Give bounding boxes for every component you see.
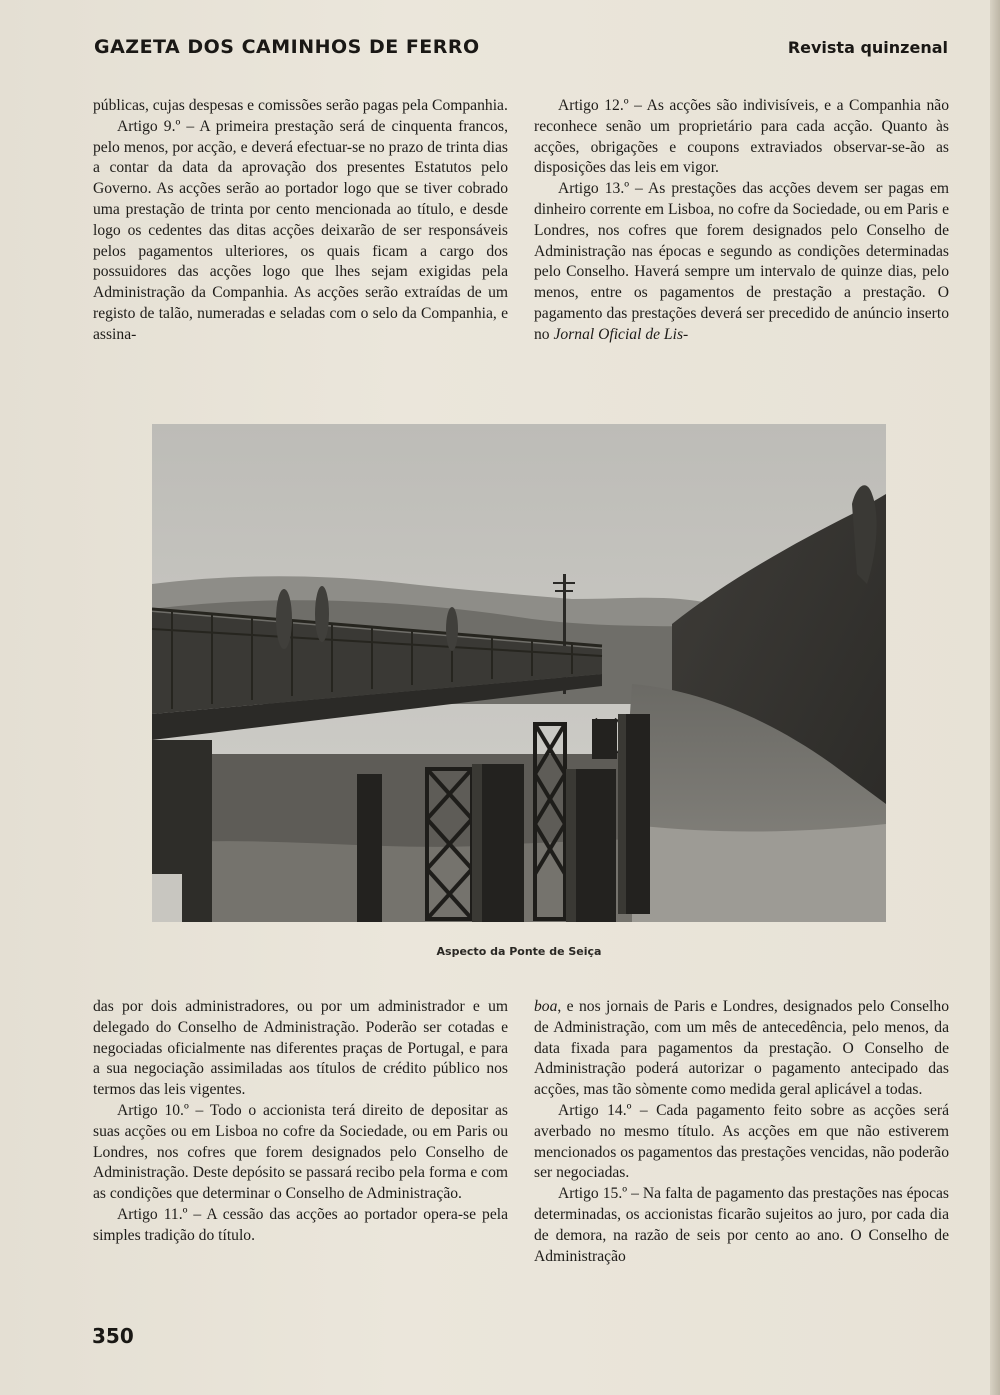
- paragraph-text: , e nos jornais de Paris e Londres, designados pelo Conselho de Administração, com um mês de antecedência, pelo menos, da data fixada para pagamentos da prestação. O Conselho de Administração poderá autorizar o pagamento antecipado das acções, mas tão sòmente como medida geral aplicável a todas.: [534, 998, 949, 1099]
- paragraph-artigo-13: [534, 179, 949, 345]
- bottom-left-column: [93, 997, 508, 1247]
- bridge-photo-icon: [152, 424, 886, 922]
- paragraph-artigo-9: Artigo 9.º – A primeira prestação será de cinquenta francos, pelo menos, por acção, e deverá efectuar-se no prazo de trinta dias a contar da data da aprovação dos presentes Estatutos pelo Governo. As acções serão ao portador logo que se tiver cobrado uma prestação de trinta por cento mencionada ao título, e desde logo os cedentes das ditas acções deixarão de ser responsáveis pelos pagamentos ulteriores, os quais ficam a cargo dos possuidores das acções logo que lhes sejam exigidas pela Administração da Companhia. As acções serão extraídas de um registo de talão, numeradas e seladas com o selo da Companhia, e assina-: [93, 117, 508, 343]
- paragraph: das por dois administradores, ou por um administrador e um delegado do Conselho de Administração. Poderão ser cotadas e negociadas oficialmente nas diferentes praças de Portugal, e para a sua negociação assimiladas aos títulos de crédito público nos termos das leis vigentes.: [93, 998, 508, 1099]
- paragraph-artigo-11: Artigo 11.º – A cessão das acções ao portador opera-se pela simples tradição do título.: [93, 1205, 508, 1244]
- top-left-column: [93, 96, 508, 346]
- paragraph-artigo-10: Artigo 10.º – Todo o accionista terá direito de depositar as suas acções ou em Lisboa no cofre da Sociedade, ou em Paris ou Londres, nos cofres que forem designados pelo Conselho de Administração. Deste depósito se passará recibo pela forma e com as condições que determinar o Conselho de Administração.: [93, 1101, 508, 1203]
- italic-journal-name-end: boa: [534, 998, 558, 1015]
- journal-title: GAZETA DOS CAMINHOS DE FERRO: [94, 36, 480, 58]
- journal-subtitle: Revista quinzenal: [787, 38, 948, 57]
- bottom-right-column: [534, 997, 949, 1267]
- page-edge: [990, 0, 1000, 1395]
- italic-journal-name: Jornal Oficial de Lis-: [553, 325, 689, 343]
- page-number: 350: [92, 1324, 134, 1348]
- paragraph: públicas, cujas despesas e comissões serão pagas pela Companhia.: [93, 97, 508, 114]
- paragraph-artigo-12: Artigo 12.º – As acções são indivisíveis, e a Companhia não reconhece senão um proprietário para cada acção. Quanto às acções, obrigações e coupons extraviados observar-se-ão as disposições das leis em vigor.: [534, 97, 949, 177]
- bridge-photo: [152, 424, 886, 922]
- photo-caption: Aspecto da Ponte de Seiça: [436, 945, 602, 958]
- paragraph: [534, 997, 949, 1101]
- paragraph-text: Artigo 13.º – As prestações das acções devem ser pagas em dinheiro corrente em Lisboa, no cofre da Sociedade, ou em Paris e Londres, nos cofres que forem designados pelo Conselho de Administração nas épocas e segundo as condições determinadas pelo Conselho. Haverá sempre um intervalo de quinze dias, pelo menos, entre os pagamentos de prestação a prestação. O pagamento das prestações deverá ser precedido de anúncio inserto no: [534, 180, 949, 343]
- paragraph-artigo-14: Artigo 14.º – Cada pagamento feito sobre as acções será averbado no mesmo título. As acções em que não estiverem mencionados os pagamentos das prestações vencidas, não poderão ser negociadas.: [534, 1101, 949, 1182]
- paragraph-artigo-15: Artigo 15.º – Na falta de pagamento das prestações nas épocas determinadas, os accionistas ficarão sujeitos ao juro, por cada dia de demora, na razão de seis por cento ao ano. O Conselho de Administração: [534, 1185, 949, 1265]
- top-right-column: [534, 96, 949, 346]
